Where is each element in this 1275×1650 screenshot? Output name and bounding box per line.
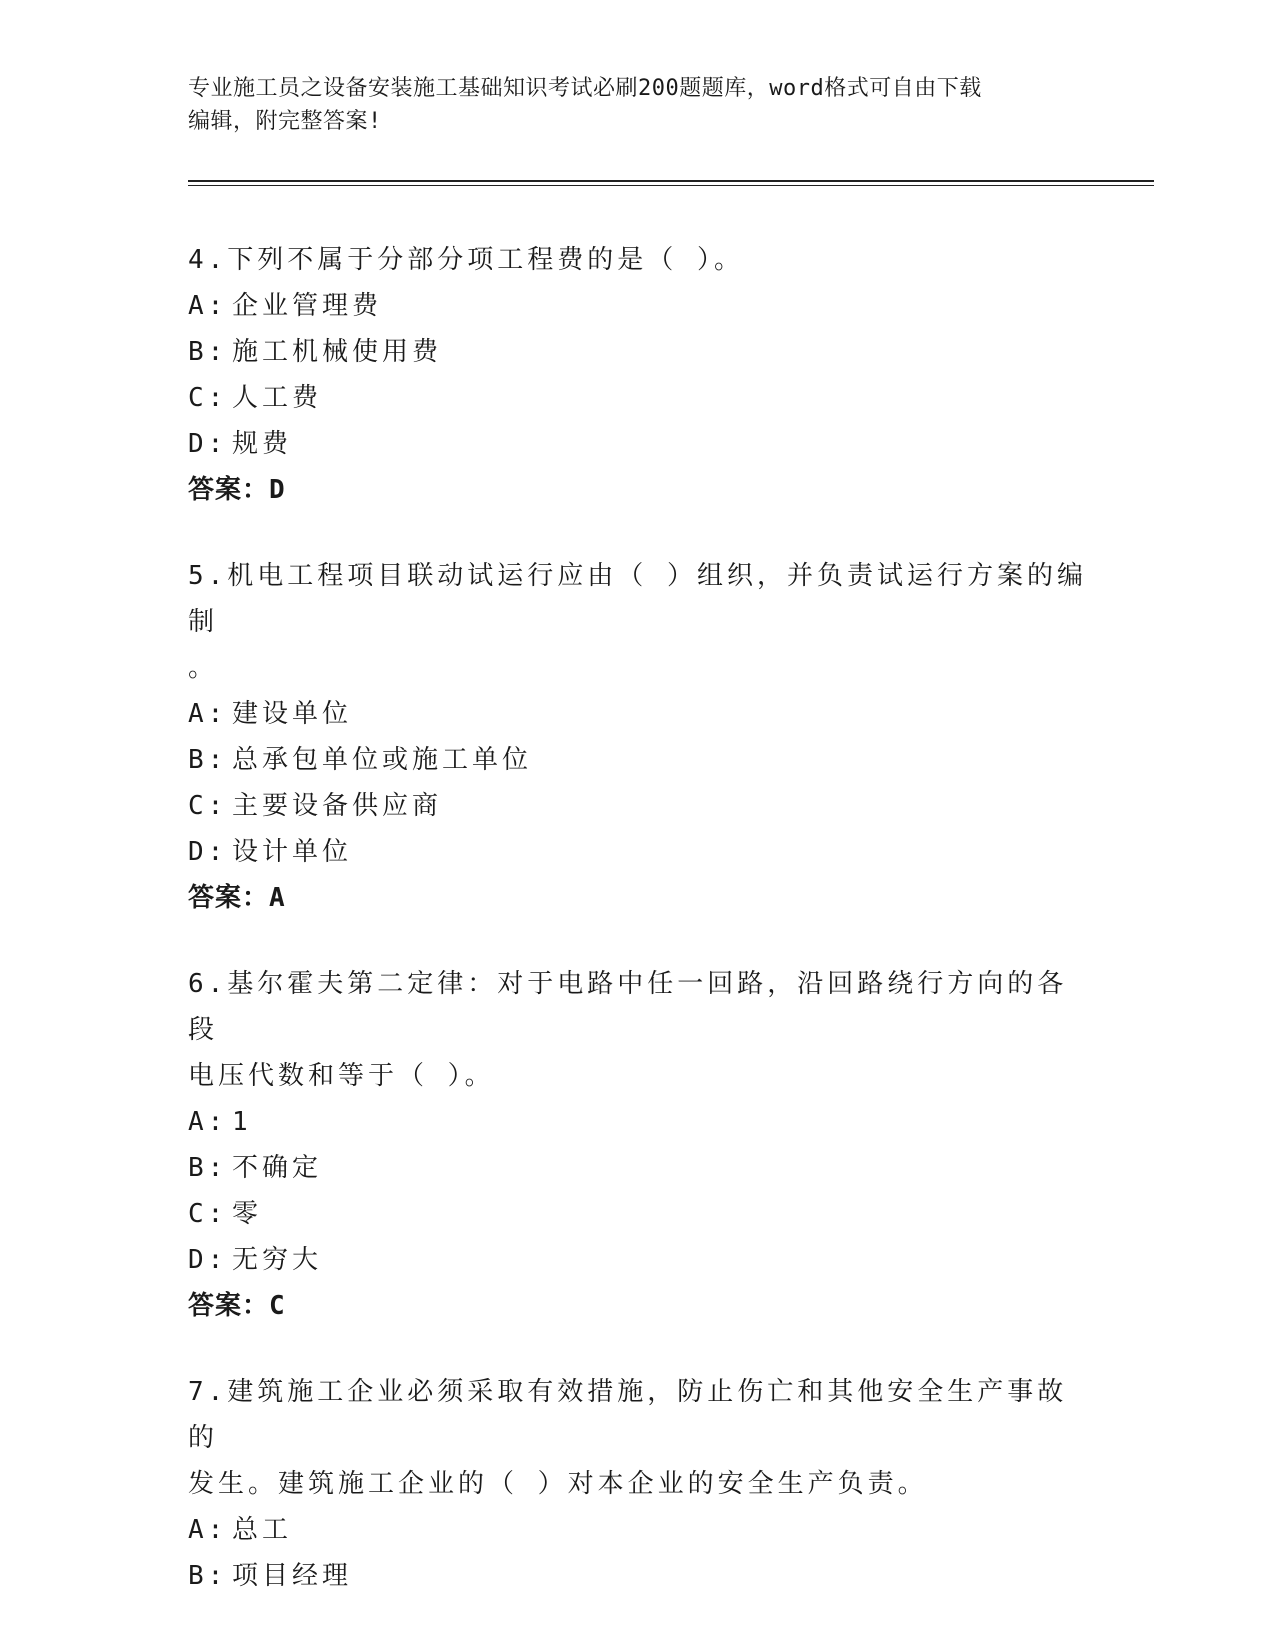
option-text: 1 <box>232 1107 252 1137</box>
option-a <box>188 283 1088 329</box>
question-stem-continued: 发生。建筑施工企业的（ ）对本企业的安全生产负责。 <box>188 1469 928 1499</box>
option-key: C: <box>188 383 228 413</box>
option-b <box>188 1553 1088 1599</box>
header-divider-thin <box>188 185 1154 186</box>
answer-line: 答案：D <box>188 475 286 505</box>
question-stem: 5.机电工程项目联动试运行应由（ ）组织，并负责试运行方案的编制 <box>188 561 1087 637</box>
option-b <box>188 737 1088 783</box>
option-b <box>188 329 1088 375</box>
option-text: 无穷大 <box>232 1245 323 1275</box>
question-7 <box>188 1369 1088 1599</box>
option-text: 规费 <box>232 429 293 459</box>
option-key: D: <box>188 429 228 459</box>
question-stem-continued: 电压代数和等于（ ）。 <box>188 1061 495 1091</box>
option-text: 施工机械使用费 <box>232 337 443 367</box>
option-d <box>188 421 1088 467</box>
question-6 <box>188 961 1088 1329</box>
option-text: 主要设备供应商 <box>232 791 443 821</box>
header-divider-thick <box>188 180 1154 182</box>
option-key: B: <box>188 337 228 367</box>
option-a <box>188 1507 1088 1553</box>
question-5 <box>188 553 1088 921</box>
option-text: 人工费 <box>232 383 323 413</box>
option-c <box>188 1191 1088 1237</box>
option-text: 企业管理费 <box>232 291 383 321</box>
option-text: 零 <box>232 1199 263 1229</box>
option-text: 总工 <box>232 1515 293 1545</box>
option-key: B: <box>188 1561 228 1591</box>
option-text: 建设单位 <box>232 699 353 729</box>
option-text: 设计单位 <box>232 837 353 867</box>
option-d <box>188 1237 1088 1283</box>
option-key: A: <box>188 291 228 321</box>
option-key: B: <box>188 1153 228 1183</box>
option-key: C: <box>188 791 228 821</box>
header-line-2: 编辑，附完整答案! <box>188 109 382 134</box>
option-key: A: <box>188 699 228 729</box>
question-list <box>188 237 1088 1639</box>
question-stem: 6.基尔霍夫第二定律：对于电路中任一回路，沿回路绕行方向的各段 <box>188 969 1068 1045</box>
option-key: D: <box>188 1245 228 1275</box>
option-key: D: <box>188 837 228 867</box>
option-key: A: <box>188 1107 228 1137</box>
option-key: B: <box>188 745 228 775</box>
document-header <box>188 72 1068 138</box>
question-stem-continued: 。 <box>188 653 219 683</box>
question-stem: 7.建筑施工企业必须采取有效措施，防止伤亡和其他安全生产事故的 <box>188 1377 1068 1453</box>
option-key: A: <box>188 1515 228 1545</box>
option-c <box>188 783 1088 829</box>
option-key: C: <box>188 1199 228 1229</box>
option-d <box>188 829 1088 875</box>
option-a <box>188 1099 1088 1145</box>
option-text: 项目经理 <box>232 1561 353 1591</box>
question-4 <box>188 237 1088 513</box>
option-c <box>188 375 1088 421</box>
answer-line: 答案：A <box>188 883 286 913</box>
question-stem: 4.下列不属于分部分项工程费的是（ ）。 <box>188 245 744 275</box>
header-line-1: 专业施工员之设备安装施工基础知识考试必刷200题题库，word格式可自由下载 <box>188 76 982 101</box>
answer-line: 答案：C <box>188 1291 286 1321</box>
option-a <box>188 691 1088 737</box>
option-b <box>188 1145 1088 1191</box>
option-text: 不确定 <box>232 1153 323 1183</box>
option-text: 总承包单位或施工单位 <box>232 745 533 775</box>
